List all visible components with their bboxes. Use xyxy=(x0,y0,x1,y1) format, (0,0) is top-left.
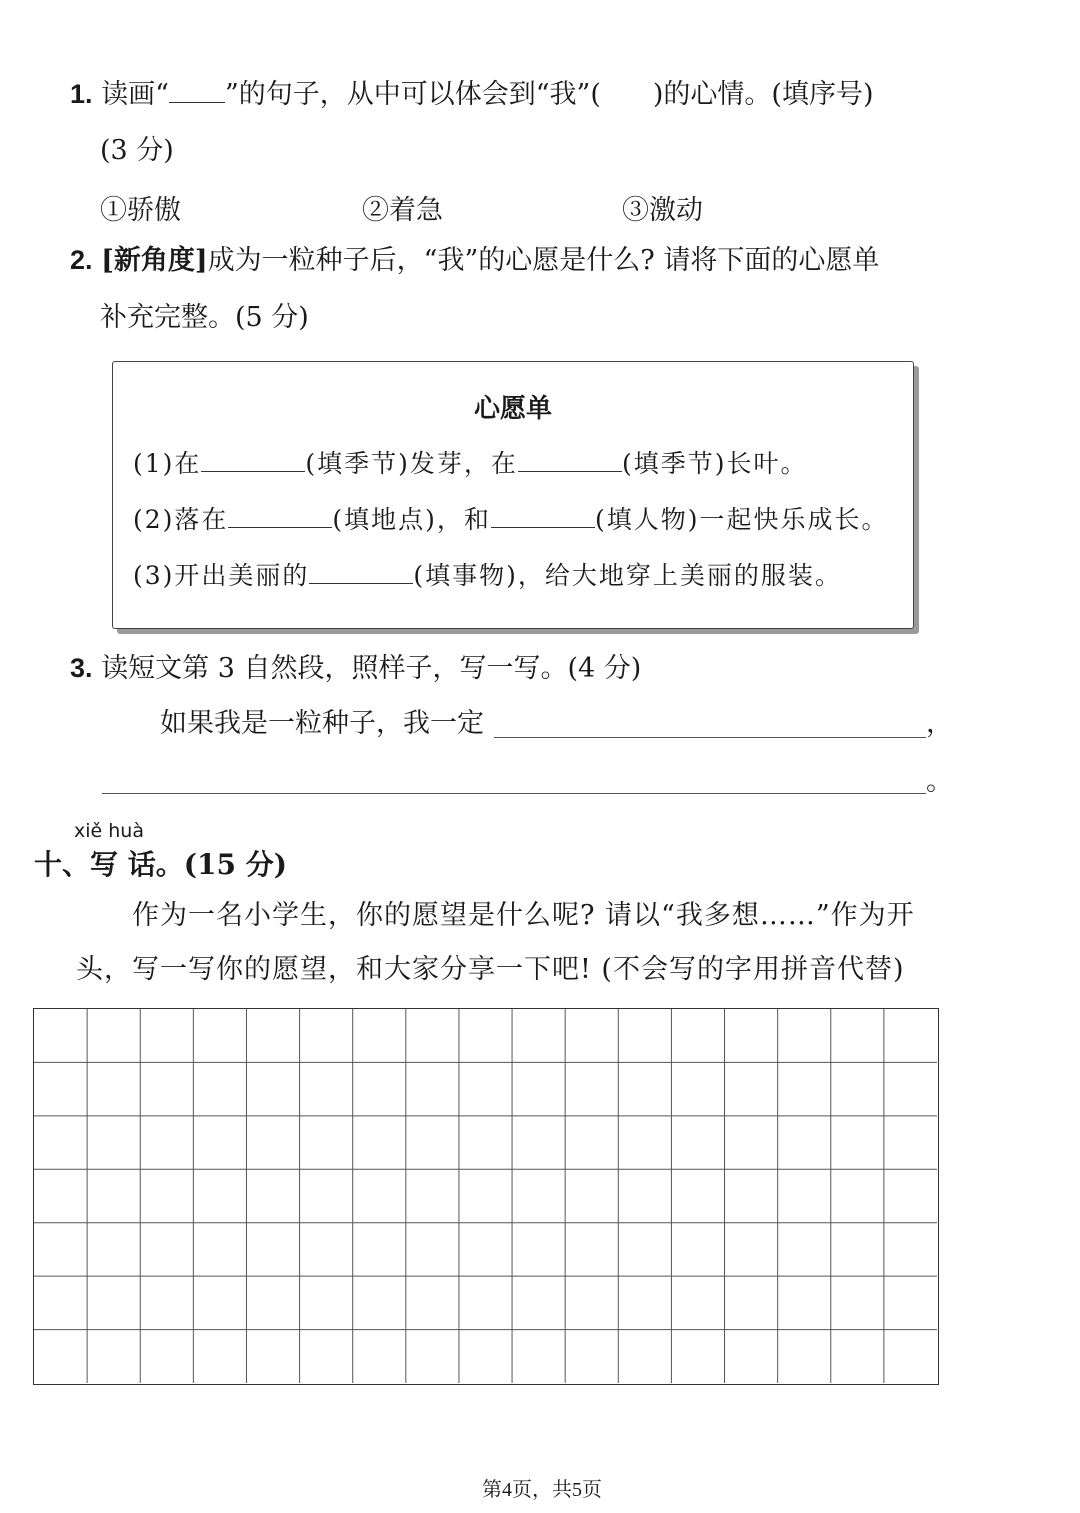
q2-text-a: 成为一粒种子后，“我”的心愿是什么? 请将下面的心愿单 xyxy=(207,245,880,276)
wish-list-box xyxy=(112,361,914,629)
q1-option-3: ③激动 xyxy=(622,195,703,226)
q1-line xyxy=(70,76,874,112)
page-number: 第4页，共5页 xyxy=(482,1479,602,1501)
wish-line-2-a: (2)落在 xyxy=(133,505,229,534)
wish-line-3 xyxy=(133,556,842,592)
wish-list-title: 心愿单 xyxy=(473,394,552,424)
q1-number: 1. xyxy=(70,79,93,109)
q2-line-2: 补充完整。(5 分) xyxy=(100,302,309,333)
wish-line-1-a: (1)在 xyxy=(133,449,202,478)
q2-tag: [新角度] xyxy=(101,245,208,276)
q3-answer-line-2[interactable] xyxy=(102,793,926,794)
q1-text-b: ”的句子，从中可以体会到“我”( xyxy=(224,79,601,110)
wish-blank-season-2[interactable] xyxy=(518,445,622,472)
wish-blank-person[interactable] xyxy=(491,501,595,528)
section-prompt-1: 作为一名小学生，你的愿望是什么呢? 请以“我多想……”作为开 xyxy=(132,900,915,931)
section-pinyin: xiě huà xyxy=(74,820,144,842)
q3-number: 3. xyxy=(70,653,93,683)
q1-options xyxy=(100,188,720,226)
q1-text-c: )的心情。(填序号) xyxy=(652,79,874,110)
wish-blank-season-1[interactable] xyxy=(201,445,305,472)
q1-option-1: ①骄傲 xyxy=(100,195,181,226)
writing-grid[interactable] xyxy=(33,1008,939,1385)
wish-line-2-b: (填地点)，和 xyxy=(332,505,491,534)
writing-grid-lines xyxy=(34,1009,937,1383)
q2-line-1 xyxy=(70,243,879,278)
q3-answer-line-1[interactable] xyxy=(494,737,926,738)
wish-blank-thing[interactable] xyxy=(309,557,413,584)
q3-comma: ， xyxy=(926,708,953,739)
q3-text: 读短文第 3 自然段，照样子，写一写。(4 分) xyxy=(101,653,642,684)
q3-sentence: 如果我是一粒种子，我一定 xyxy=(160,708,484,739)
wish-line-2 xyxy=(133,500,888,536)
q2-number: 2. xyxy=(70,245,93,275)
q1-score: (3 分) xyxy=(100,135,174,166)
q1-text-a: 读画“ xyxy=(101,79,169,110)
q3-line xyxy=(70,651,641,686)
wish-line-3-b: (填事物)，给大地穿上美丽的服装。 xyxy=(413,561,842,590)
wish-line-1-b: (填季节)发芽，在 xyxy=(305,449,518,478)
wish-line-2-c: (填人物)一起快乐成长。 xyxy=(594,505,889,534)
section-prompt-2: 头，写一写你的愿望，和大家分享一下吧! (不会写的字用拼音代替) xyxy=(76,954,905,985)
q1-option-2: ②着急 xyxy=(362,195,443,226)
wish-line-1-c: (填季节)长叶。 xyxy=(621,449,808,478)
wish-line-3-a: (3)开出美丽的 xyxy=(133,561,310,590)
section-title: 十、写 话。(15 分) xyxy=(34,848,287,881)
wish-blank-place[interactable] xyxy=(228,501,332,528)
wish-line-1 xyxy=(133,444,807,480)
q1-quote-blank[interactable] xyxy=(169,76,225,103)
q3-period: 。 xyxy=(926,766,953,797)
